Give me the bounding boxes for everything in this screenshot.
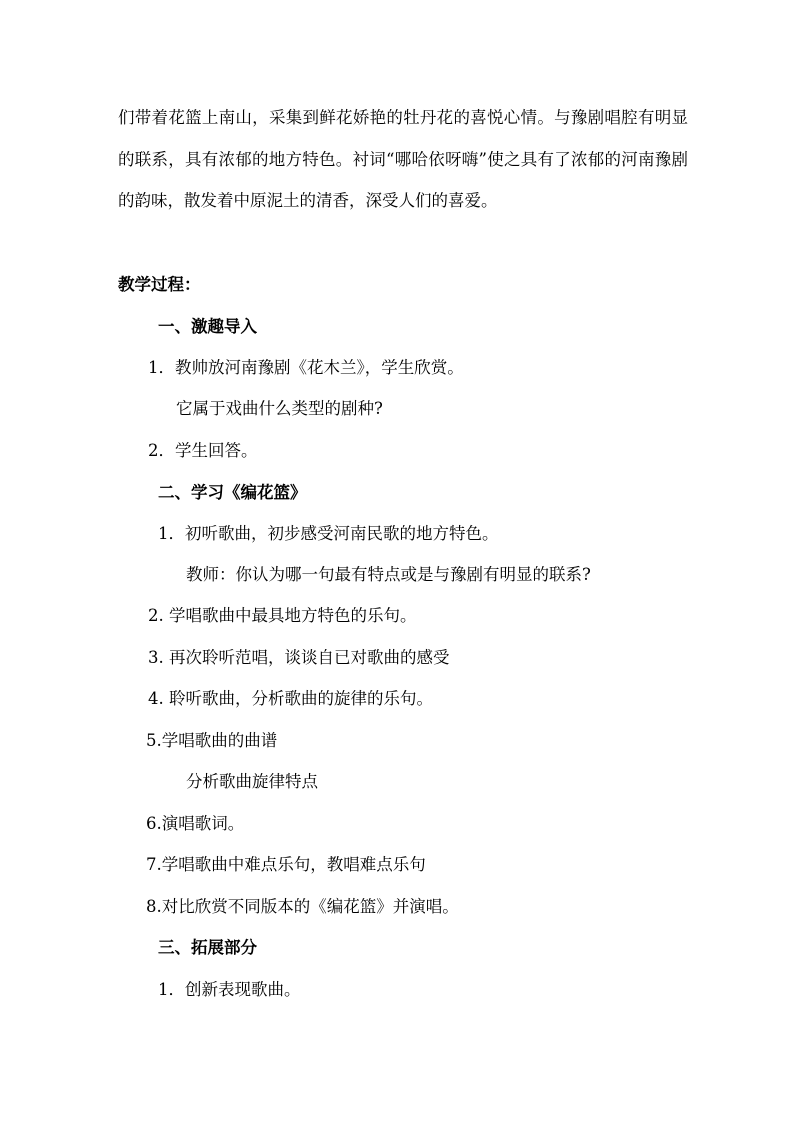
section-2-item-8: 8.对比欣赏不同版本的《编花篮》并演唱。 (146, 897, 459, 916)
section-2-item-4: 4. 聆听歌曲，分析歌曲的旋律的乐句。 (148, 689, 433, 708)
section-2-item-3: 3. 再次聆听范唱，谈谈自已对歌曲的感受 (148, 648, 450, 667)
section-1-item-question: 它属于戏曲什么类型的剧种? (176, 399, 383, 418)
section-2-title: 二、学习《编花篮》 (158, 483, 307, 502)
section-2-item-teacher: 教师：你认为哪一句最有特点或是与豫剧有明显的联系? (186, 565, 591, 584)
section-2-item-1: 1．初听歌曲，初步感受河南民歌的地方特色。 (158, 524, 499, 543)
section-2-item-7: 7.学唱歌曲中难点乐句，教唱难点乐句 (146, 855, 426, 874)
section-2-item-2: 2. 学唱歌曲中最具地方特色的乐句。 (148, 606, 417, 625)
section-2-item-5: 5.学唱歌曲的曲谱 (146, 731, 278, 750)
section-1-title: 一、激趣导入 (158, 317, 257, 336)
section-2-item-6: 6.演唱歌词。 (146, 814, 245, 833)
section-3-item-1: 1．创新表现歌曲。 (158, 980, 301, 999)
section-1-item-1: 1．教帅放河南豫剧《花木兰》，学生欣赏。 (148, 358, 464, 377)
process-heading: 教学过程： (118, 275, 201, 294)
section-2-item-analysis: 分析歌曲旋律特点 (186, 772, 318, 791)
section-1-item-2: 2．学生回答。 (148, 441, 258, 460)
intro-paragraph: 们带着花篮上南山，采集到鲜花娇艳的牡丹花的喜悦心情。与豫剧唱腔有明显的联系，具有浓郁的地方特色。衬词“哪哈依呀嗨”使之具有了浓郁的河南豫剧的韵味，散发着中原泥土的清香，深受人们的喜爱。 (118, 108, 688, 210)
section-3-title: 三、拓展部分 (158, 938, 257, 957)
